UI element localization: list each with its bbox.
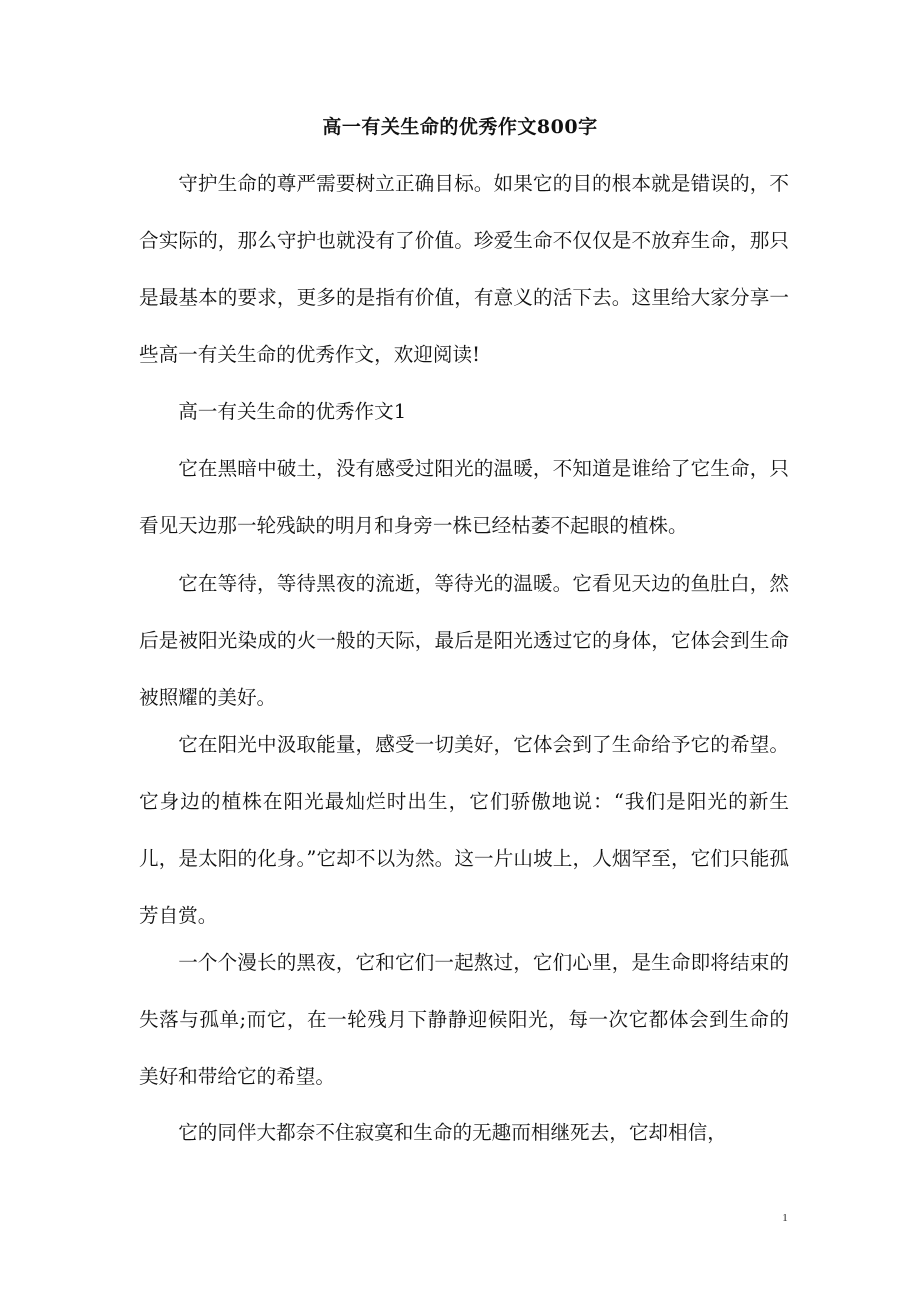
paragraph-4: 一个个漫长的黑夜，它和它们一起熬过，它们心里，是生命即将结束的失落与孤单;而它，在一轮残月下静静迎候阳光，每一次它都体会到生命的美好和带给它的希望。 [139, 951, 789, 1088]
paragraph-subheading: 高一有关生命的优秀作文1 [178, 400, 407, 423]
document-title: 高一有关生命的优秀作文800字 [322, 116, 598, 138]
paragraph-5: 它的同伴大都奈不住寂寞和生命的无趣而相继死去，它却相信， [178, 1121, 727, 1144]
paragraph-2: 它在等待，等待黑夜的流逝，等待光的温暖。它看见天边的鱼肚白，然后是被阳光染成的火一般的天际，最后是阳光透过它的身体，它体会到生命被照耀的美好。 [139, 572, 789, 709]
paragraph-1: 它在黑暗中破土，没有感受过阳光的温暖，不知道是谁给了它生命，只看见天边那一轮残缺的明月和身旁一株已经枯萎不起眼的植株。 [139, 457, 789, 537]
paragraph-3: 它在阳光中汲取能量，感受一切美好，它体会到了生命给予它的希望。它身边的植株在阳光最灿烂时出生，它们骄傲地说：“我们是阳光的新生儿，是太阳的化身。”它却不以为然。这一片山坡上，人烟罕至，它们只能孤芳自赏。 [139, 733, 789, 927]
page-number: 1 [782, 1212, 788, 1224]
paragraph-intro: 守护生命的尊严需要树立正确目标。如果它的目的根本就是错误的，不合实际的，那么守护也就没有了价值。珍爱生命不仅仅是不放弃生命，那只是最基本的要求，更多的是指有价值，有意义的活下去。这里给大家分享一些高一有关生命的优秀作文，欢迎阅读! [139, 172, 789, 366]
